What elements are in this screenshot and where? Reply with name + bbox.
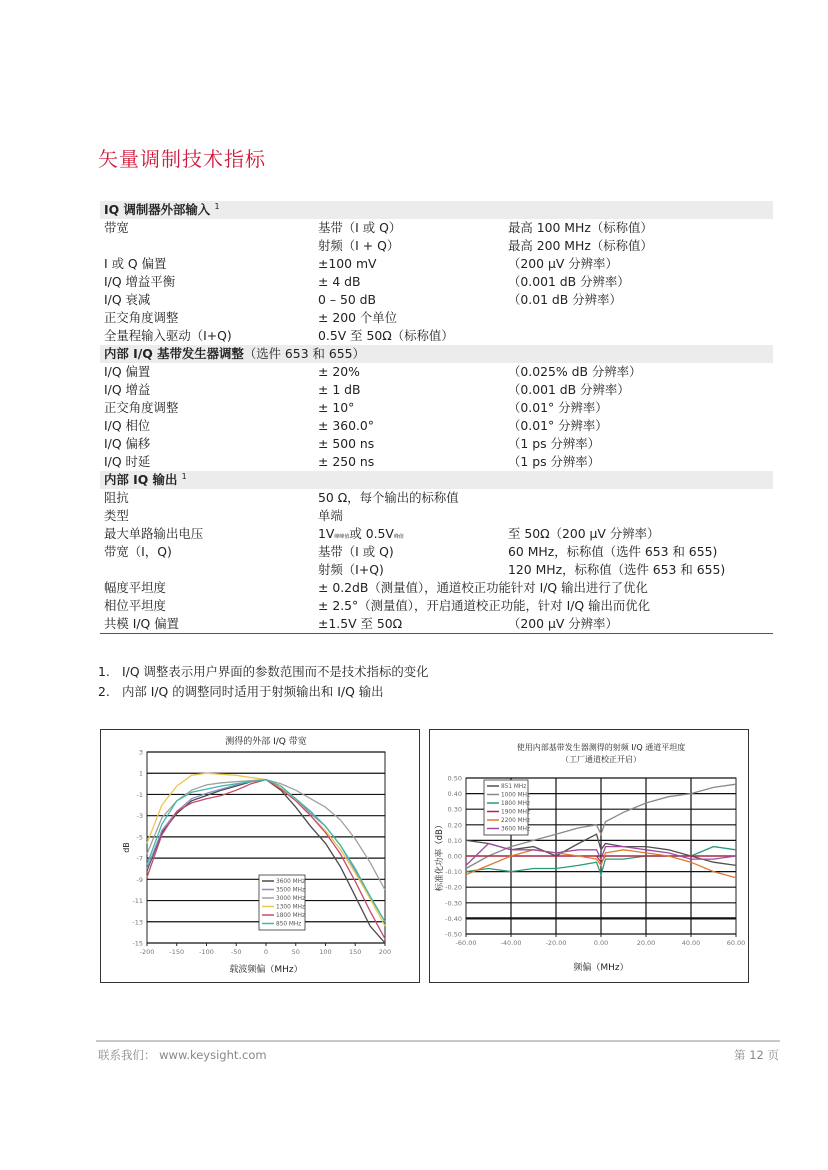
spec-value xyxy=(318,435,508,453)
spec-row xyxy=(100,309,773,327)
x-tick-label: -40.00 xyxy=(500,939,522,947)
spec-detail xyxy=(508,273,773,291)
spec-value xyxy=(318,615,508,633)
y-tick-label: 0.50 xyxy=(447,774,462,783)
spec-name xyxy=(100,399,318,417)
spec-value xyxy=(318,327,508,345)
cell-text: ± 360.0° xyxy=(318,418,374,433)
x-tick-label: 0.00 xyxy=(593,939,609,947)
spec-name xyxy=(100,435,318,453)
y-tick-label: -9 xyxy=(136,875,143,884)
y-tick-label: -13 xyxy=(132,918,143,927)
footer-page-number: 第 12 页 xyxy=(734,1048,779,1062)
spec-detail xyxy=(508,219,773,237)
spec-row xyxy=(100,255,773,273)
cell-text: I/Q 衰减 xyxy=(104,292,151,307)
spec-name xyxy=(100,561,318,579)
spec-value xyxy=(318,309,508,327)
spec-row xyxy=(100,453,773,471)
y-tick-label: 1 xyxy=(138,769,143,778)
cell-text: 共模 I/Q 偏置 xyxy=(104,616,180,631)
spec-name xyxy=(100,489,318,507)
spec-value xyxy=(318,543,508,561)
cell-text: 60 MHz，标称值（选件 653 和 655) xyxy=(508,544,718,559)
cell-text: ± 10° xyxy=(318,400,355,415)
subscript-peak-to-peak: 峰峰值 xyxy=(334,534,350,540)
y-tick-label: 0.10 xyxy=(447,836,462,845)
y-tick-label: -0.50 xyxy=(445,930,462,939)
spec-value xyxy=(318,489,508,507)
cell-text: （0.001 dB 分辨率） xyxy=(508,274,630,289)
page-title: 矢量调制技术指标 xyxy=(98,147,266,171)
spec-name xyxy=(100,615,318,633)
spec-name xyxy=(100,237,318,255)
x-tick-label: 60.00 xyxy=(726,939,746,947)
section-header xyxy=(100,471,773,489)
spec-row xyxy=(100,507,773,525)
spec-value xyxy=(318,579,773,597)
spec-row xyxy=(100,291,773,309)
spec-row xyxy=(100,435,773,453)
y-tick-label: -0.20 xyxy=(445,883,462,892)
y-tick-label: -1 xyxy=(136,790,143,799)
y-axis-label: 标准化功率（dB） xyxy=(435,820,445,892)
cell-text: 射频（I + Q） xyxy=(318,238,400,253)
spec-value xyxy=(318,453,508,471)
legend-label: 1300 MHz xyxy=(276,904,305,911)
x-tick-label: 0 xyxy=(263,948,269,956)
cell-text: ±100 mV xyxy=(318,256,377,271)
spec-value xyxy=(318,255,508,273)
spec-value xyxy=(318,507,508,525)
cell-text: 至 50Ω（200 µV 分辨率） xyxy=(508,526,660,541)
voltage-alt: 或 0.5V xyxy=(349,526,394,541)
spec-detail xyxy=(508,327,773,345)
spec-row xyxy=(100,561,773,579)
spec-value xyxy=(318,291,508,309)
y-tick-label: -0.10 xyxy=(445,868,462,877)
spec-name xyxy=(100,291,318,309)
legend-label: 1800 MHz xyxy=(276,913,305,920)
footnote-number: 1. xyxy=(98,664,110,679)
cell-text: I/Q 偏置 xyxy=(104,364,151,379)
footnotes xyxy=(98,662,429,702)
x-tick-label: -50 xyxy=(230,948,242,956)
legend-label: 851 MHz xyxy=(501,784,527,791)
cell-text: ± 200 个单位 xyxy=(318,310,398,325)
legend-label: 3000 MHz xyxy=(276,896,305,903)
spec-detail xyxy=(508,543,773,561)
cell-text: （200 µV 分辨率） xyxy=(508,256,618,271)
y-axis-label: dB xyxy=(122,842,131,853)
y-tick-label: -3 xyxy=(136,812,143,821)
footnote xyxy=(98,682,429,702)
spec-detail xyxy=(508,489,773,507)
cell-text: 全量程输入驱动（I+Q) xyxy=(104,328,232,343)
cell-text: （0.025% dB 分辨率） xyxy=(508,364,642,379)
chart-svg-right xyxy=(430,730,748,982)
spec-row xyxy=(100,615,773,633)
spec-value xyxy=(318,525,508,543)
y-tick-label: 0.00 xyxy=(447,852,462,861)
x-tick-label: -200 xyxy=(139,948,155,956)
spec-row xyxy=(100,489,773,507)
section-title: 内部 IQ 输出 xyxy=(104,472,178,487)
cell-text: 带宽 xyxy=(104,220,129,235)
spec-name xyxy=(100,273,318,291)
x-tick-label: -60.00 xyxy=(455,939,477,947)
spec-name xyxy=(100,219,318,237)
spec-detail xyxy=(508,255,773,273)
cell-text: （0.01° 分辨率） xyxy=(508,400,608,415)
cell-text: （200 µV 分辨率） xyxy=(508,616,618,631)
y-tick-label: -15 xyxy=(132,939,143,948)
footnote xyxy=(98,662,429,682)
legend-label: 3600 MHz xyxy=(501,826,530,833)
cell-text: ± 250 ns xyxy=(318,454,375,469)
spec-name xyxy=(100,543,318,561)
cell-text: 正交角度调整 xyxy=(104,310,179,325)
legend-label: 1800 MHz xyxy=(501,801,530,808)
spec-value xyxy=(318,399,508,417)
cell-text: 射频（I+Q) xyxy=(318,562,384,577)
cell-text: I/Q 增益平衡 xyxy=(104,274,176,289)
spec-row xyxy=(100,273,773,291)
cell-text: 最高 200 MHz（标称值） xyxy=(508,238,653,253)
spec-row xyxy=(100,363,773,381)
section-title: 内部 I/Q 基带发生器调整 xyxy=(104,346,244,361)
legend-label: 2200 MHz xyxy=(501,818,530,825)
spec-detail xyxy=(508,309,773,327)
y-tick-label: -0.40 xyxy=(445,914,462,923)
cell-text: I 或 Q 偏置 xyxy=(104,256,167,271)
footnote-ref: 1 xyxy=(214,202,220,211)
footnote-ref: 1 xyxy=(181,472,187,481)
spec-name xyxy=(100,309,318,327)
spec-name xyxy=(100,525,318,543)
cell-text: （0.01° 分辨率） xyxy=(508,418,608,433)
cell-text: 最大单路输出电压 xyxy=(104,526,204,541)
x-tick-label: -20.00 xyxy=(545,939,567,947)
spec-row xyxy=(100,327,773,345)
spec-detail xyxy=(508,561,773,579)
x-tick-label: 20.00 xyxy=(636,939,656,947)
x-tick-label: -150 xyxy=(169,948,185,956)
x-tick-label: 50 xyxy=(291,948,300,956)
cell-text: I/Q 相位 xyxy=(104,418,151,433)
y-tick-label: -5 xyxy=(136,833,143,842)
spec-value xyxy=(318,219,508,237)
subscript-peak: 峰值 xyxy=(393,534,404,540)
spec-name xyxy=(100,381,318,399)
cell-text: 0 – 50 dB xyxy=(318,292,377,307)
y-tick-label: 0.20 xyxy=(447,821,462,830)
cell-text: 相位平坦度 xyxy=(104,598,166,613)
spec-name xyxy=(100,507,318,525)
x-axis-label: 载波频偏（MHz） xyxy=(229,965,303,975)
spec-name xyxy=(100,453,318,471)
cell-text: 120 MHz，标称值（选件 653 和 655) xyxy=(508,562,726,577)
cell-text: ± 4 dB xyxy=(318,274,361,289)
legend-label: 1000 MHz xyxy=(501,792,530,799)
legend-label: 850 MHz xyxy=(276,921,302,928)
spec-row xyxy=(100,597,773,615)
y-tick-label: -7 xyxy=(136,854,143,863)
cell-text: 阻抗 xyxy=(104,490,129,505)
spec-detail xyxy=(508,237,773,255)
y-tick-label: -0.30 xyxy=(445,899,462,908)
spec-detail xyxy=(508,507,773,525)
cell-text: 0.5V 至 50Ω（标称值） xyxy=(318,328,454,343)
cell-text: ± 0.2dB（测量值），通道校正功能针对 I/Q 输出进行了优化 xyxy=(318,580,648,595)
spec-value xyxy=(318,273,508,291)
spec-name xyxy=(100,579,318,597)
spec-detail xyxy=(508,615,773,633)
x-tick-label: 40.00 xyxy=(681,939,701,947)
cell-text: I/Q 时延 xyxy=(104,454,151,469)
cell-text: ± 2.5°（测量值），开启通道校正功能，针对 I/Q 输出而优化 xyxy=(318,598,651,613)
spec-table xyxy=(100,201,773,634)
y-tick-label: -11 xyxy=(132,897,143,906)
cell-text: ±1.5V 至 50Ω xyxy=(318,616,403,631)
spec-value xyxy=(318,363,508,381)
footnote-number: 2. xyxy=(98,684,110,699)
footer-divider xyxy=(96,1040,780,1042)
spec-row xyxy=(100,543,773,561)
spec-detail xyxy=(508,525,773,543)
cell-text: 基带（I 或 Q) xyxy=(318,544,394,559)
cell-text: （1 ps 分辨率） xyxy=(508,454,601,469)
spec-detail xyxy=(508,363,773,381)
spec-value xyxy=(318,561,508,579)
section-header xyxy=(100,345,773,363)
cell-text: 基带（I 或 Q） xyxy=(318,220,402,235)
spec-value xyxy=(318,381,508,399)
spec-name xyxy=(100,255,318,273)
spec-row xyxy=(100,399,773,417)
y-tick-label: 0.30 xyxy=(447,805,462,814)
spec-row xyxy=(100,579,773,597)
chart-title: 测得的外部 I/Q 带宽 xyxy=(225,737,307,747)
y-tick-label: 3 xyxy=(138,748,143,757)
spec-detail xyxy=(508,399,773,417)
footnote-text: I/Q 调整表示用户界面的参数范围而不是技术指标的变化 xyxy=(122,664,429,679)
legend-label: 3500 MHz xyxy=(276,887,305,894)
cell-text: 最高 100 MHz（标称值） xyxy=(508,220,653,235)
spec-value xyxy=(318,417,508,435)
spec-row xyxy=(100,237,773,255)
legend-label: 1900 MHz xyxy=(501,809,530,816)
chart-svg-left xyxy=(101,730,419,982)
spec-name xyxy=(100,597,318,615)
spec-value xyxy=(318,237,508,255)
spec-value xyxy=(318,597,773,615)
x-tick-label: -100 xyxy=(199,948,214,956)
y-tick-label: 0.40 xyxy=(447,790,462,799)
cell-text: （1 ps 分辨率） xyxy=(508,436,601,451)
spec-row xyxy=(100,525,773,543)
spec-row xyxy=(100,381,773,399)
footer-contact: 联系我们： www.keysight.com xyxy=(98,1048,267,1062)
cell-text: （0.01 dB 分辨率） xyxy=(508,292,622,307)
spec-name xyxy=(100,363,318,381)
x-axis-label: 频偏（MHz） xyxy=(573,963,629,973)
section-title: IQ 调制器外部输入 xyxy=(104,202,211,217)
cell-text: 50 Ω，每个输出的标称值 xyxy=(318,490,459,505)
cell-text: 带宽（I，Q) xyxy=(104,544,172,559)
cell-text: I/Q 偏移 xyxy=(104,436,151,451)
cell-text: ± 1 dB xyxy=(318,382,361,397)
section-header xyxy=(100,201,773,219)
x-tick-label: 150 xyxy=(349,948,362,956)
spec-detail xyxy=(508,435,773,453)
cell-text: 单端 xyxy=(318,508,343,523)
chart-external-iq-bandwidth xyxy=(100,729,420,983)
cell-text: 正交角度调整 xyxy=(104,400,179,415)
spec-name xyxy=(100,327,318,345)
section-subtitle: （选件 653 和 655） xyxy=(243,346,365,361)
spec-detail xyxy=(508,417,773,435)
spec-detail xyxy=(508,291,773,309)
spec-name xyxy=(100,417,318,435)
cell-text: I/Q 增益 xyxy=(104,382,151,397)
x-tick-label: 200 xyxy=(378,948,392,956)
cell-text: 幅度平坦度 xyxy=(104,580,166,595)
spec-row xyxy=(100,417,773,435)
chart-subtitle: （工厂通道校正开启） xyxy=(561,755,641,764)
chart-title: 使用内部基带发生器测得的射频 I/Q 通道平坦度 xyxy=(516,743,686,752)
spec-detail xyxy=(508,453,773,471)
cell-text: ± 20% xyxy=(318,364,360,379)
spec-detail xyxy=(508,381,773,399)
cell-text: 1V xyxy=(318,526,335,541)
legend-label: 3600 MHz xyxy=(276,879,305,886)
footnote-text: 内部 I/Q 的调整同时适用于射频输出和 I/Q 输出 xyxy=(122,684,384,699)
chart-rf-iq-flatness xyxy=(429,729,749,983)
cell-text: 类型 xyxy=(104,508,129,523)
cell-text: ± 500 ns xyxy=(318,436,375,451)
spec-row xyxy=(100,219,773,237)
cell-text: （0.001 dB 分辨率） xyxy=(508,382,630,397)
x-tick-label: 100 xyxy=(319,948,332,956)
